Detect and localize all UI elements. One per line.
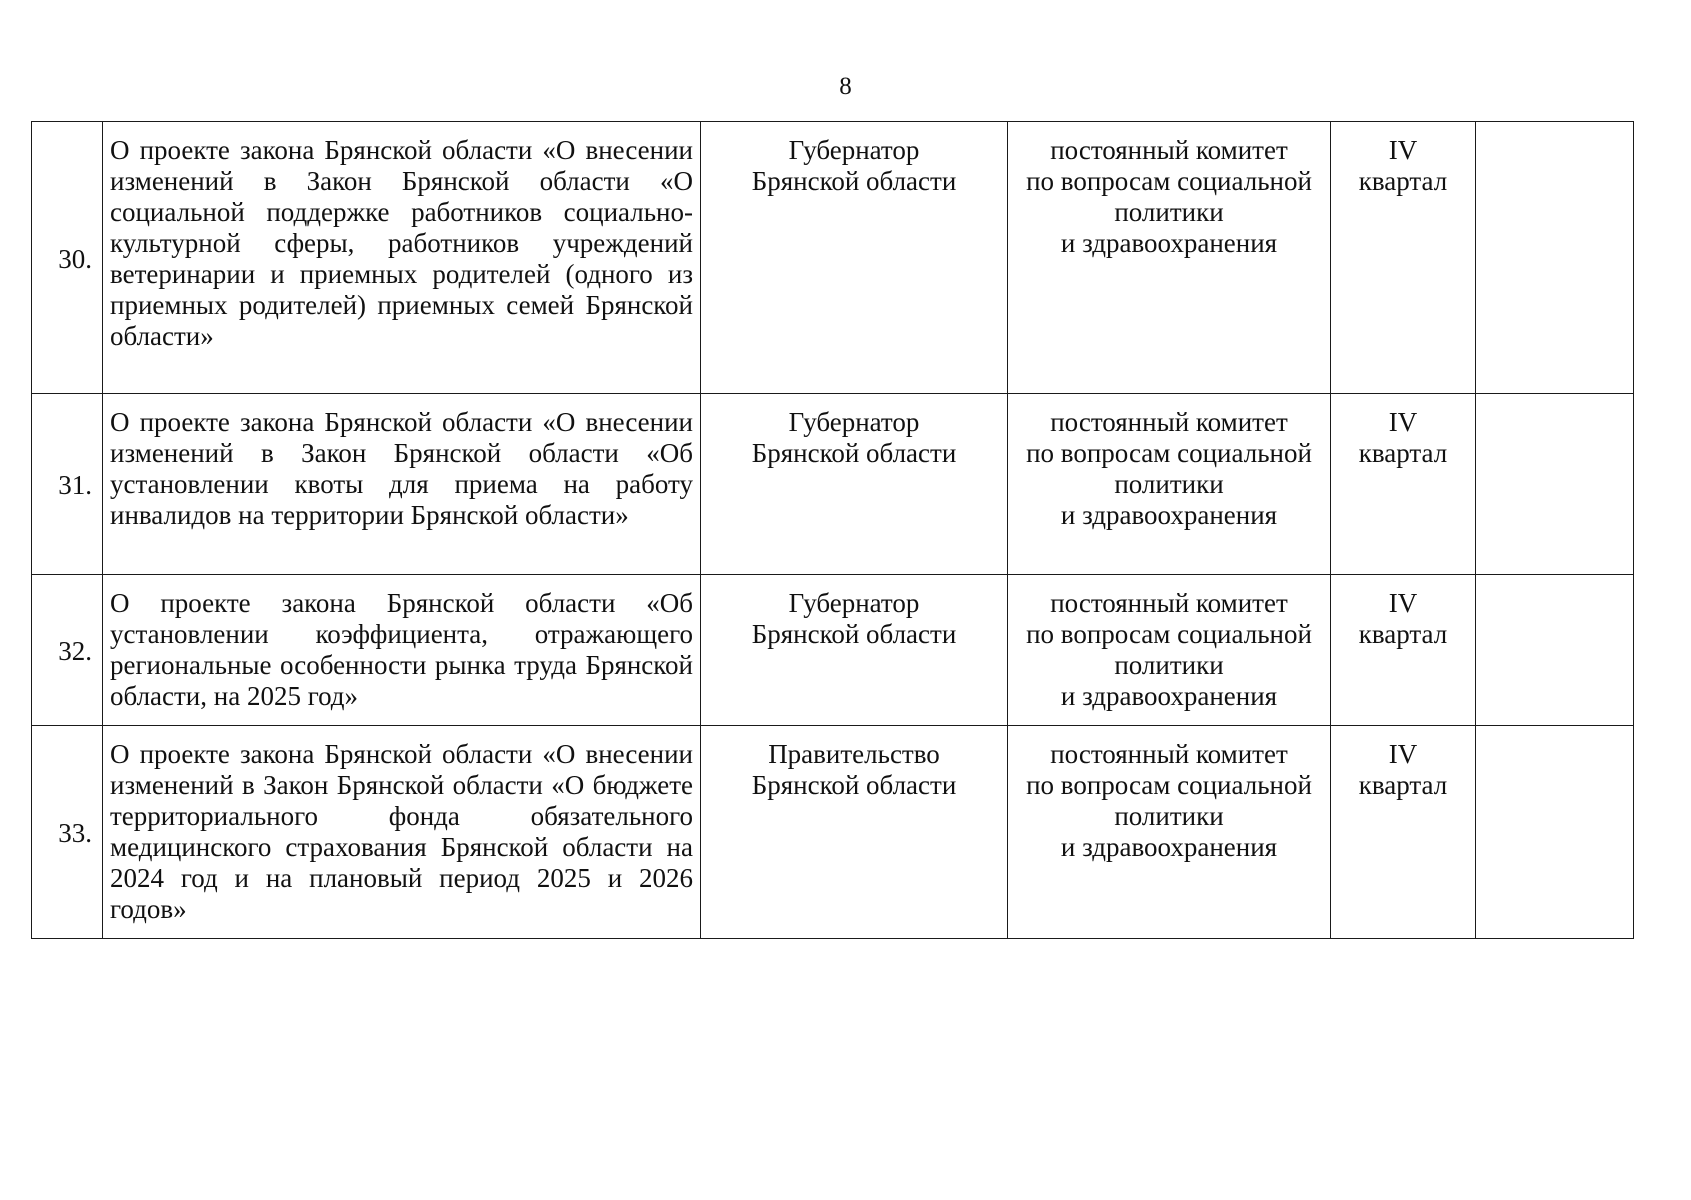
initiator-line: Правительство (768, 739, 940, 769)
committee-line: политики (1114, 801, 1224, 831)
committee-cell (1008, 726, 1331, 939)
row-number: 32. (32, 575, 103, 726)
table-row (32, 394, 1634, 575)
committee-cell (1008, 575, 1331, 726)
term-line: квартал (1358, 770, 1448, 800)
initiator-cell (701, 394, 1008, 575)
committee-line: политики (1114, 650, 1224, 680)
initiator-line: Губернатор (788, 588, 920, 618)
initiator-cell (701, 575, 1008, 726)
note-cell (1476, 394, 1634, 575)
plan-table (31, 121, 1634, 939)
initiator-line: Губернатор (788, 135, 920, 165)
initiator-line: Брянской области (751, 438, 957, 468)
bill-title: О проекте закона Брянской области «Об установлении коэффициента, отражающего региональные особенности рынка труда Брянской области, на 2025 год» (103, 575, 701, 726)
term-cell (1331, 394, 1476, 575)
committee-cell (1008, 394, 1331, 575)
initiator-cell (701, 122, 1008, 394)
note-cell (1476, 575, 1634, 726)
committee-line: постоянный комитет (1050, 588, 1288, 618)
committee-line: по вопросам социальной (1026, 619, 1312, 649)
term-cell (1331, 122, 1476, 394)
committee-line: и здравоохранения (1060, 228, 1278, 258)
committee-line: и здравоохранения (1060, 500, 1278, 530)
note-cell (1476, 726, 1634, 939)
committee-line: и здравоохранения (1060, 832, 1278, 862)
row-number: 33. (32, 726, 103, 939)
row-number: 30. (32, 122, 103, 394)
term-cell (1331, 575, 1476, 726)
committee-line: постоянный комитет (1050, 739, 1288, 769)
committee-line: постоянный комитет (1050, 407, 1288, 437)
term-line: IV (1388, 135, 1418, 165)
term-cell (1331, 726, 1476, 939)
initiator-line: Губернатор (788, 407, 920, 437)
initiator-line: Брянской области (751, 619, 957, 649)
committee-line: постоянный комитет (1050, 135, 1288, 165)
committee-line: политики (1114, 469, 1224, 499)
initiator-line: Брянской области (751, 166, 957, 196)
table-row (32, 122, 1634, 394)
bill-title: О проекте закона Брянской области «О внесении изменений в Закон Брянской области «О социальной поддержке работников социально-культурной сферы, работников учреждений ветеринарии и приемных родителей (одного из приемных родителей) приемных семей Брянской области» (103, 122, 701, 394)
committee-line: по вопросам социальной (1026, 438, 1312, 468)
term-line: IV (1388, 588, 1418, 618)
bill-title: О проекте закона Брянской области «О внесении изменений в Закон Брянской области «О бюджете территориального фонда обязательного медицинского страхования Брянской области на 2024 год и на плановый период 2025 и 2026 годов» (103, 726, 701, 939)
committee-line: и здравоохранения (1060, 681, 1278, 711)
term-line: квартал (1358, 438, 1448, 468)
initiator-cell (701, 726, 1008, 939)
note-cell (1476, 122, 1634, 394)
bill-title: О проекте закона Брянской области «О внесении изменений в Закон Брянской области «Об установлении квоты для приема на работу инвалидов на территории Брянской области» (103, 394, 701, 575)
committee-line: политики (1114, 197, 1224, 227)
initiator-line: Брянской области (751, 770, 957, 800)
committee-line: по вопросам социальной (1026, 770, 1312, 800)
table-row (32, 726, 1634, 939)
term-line: квартал (1358, 166, 1448, 196)
row-number: 31. (32, 394, 103, 575)
committee-cell (1008, 122, 1331, 394)
table-row (32, 575, 1634, 726)
committee-line: по вопросам социальной (1026, 166, 1312, 196)
term-line: IV (1388, 739, 1418, 769)
page-number: 8 (839, 73, 852, 100)
term-line: квартал (1358, 619, 1448, 649)
term-line: IV (1388, 407, 1418, 437)
